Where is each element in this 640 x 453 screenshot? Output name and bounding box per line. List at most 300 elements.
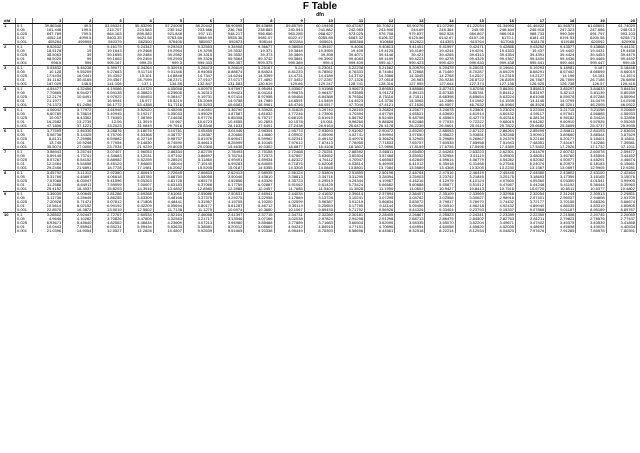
critical-value-cell: 99.4465 xyxy=(576,57,606,61)
critical-value-cell: 13.3205 xyxy=(455,166,485,171)
critical-value-cell: 2.22350 xyxy=(516,213,546,218)
critical-value-cell: 15.5219 xyxy=(153,99,183,103)
critical-value-cell: 4.60058 xyxy=(425,225,455,229)
critical-value-cell: 126.57 xyxy=(576,82,606,87)
critical-value-cell: 5.11860 xyxy=(183,158,213,162)
critical-value-cell: 3.99994 xyxy=(365,133,395,137)
critical-value-cell: 39.4453 xyxy=(576,53,606,57)
critical-value-cell: 9.97922 xyxy=(93,95,123,99)
critical-value-cell: 973.025 xyxy=(334,32,364,36)
critical-value-cell: 17.4434 xyxy=(33,74,63,78)
dfd-cell xyxy=(3,229,16,233)
critical-value-cell: 14.1146 xyxy=(516,99,546,103)
critical-value-cell: 5.71471 xyxy=(63,200,93,204)
critical-value-cell: 28.2371 xyxy=(153,78,183,82)
critical-value-cell: 2.21508 xyxy=(546,213,576,218)
critical-value-cell: 16.3872 xyxy=(63,208,93,213)
critical-value-cell: 5.66682 xyxy=(365,183,395,187)
critical-value-cell: 592873 xyxy=(214,40,244,45)
critical-value-cell: 2.97824 xyxy=(304,217,334,221)
critical-value-cell: 2.51855 xyxy=(334,171,364,176)
critical-value-cell: 12.9905 xyxy=(576,166,606,171)
critical-value-cell: 28.1633 xyxy=(214,124,244,129)
critical-value-cell: 9.36447 xyxy=(153,95,183,99)
critical-value-cell: 6170.1 xyxy=(485,36,515,40)
critical-value-cell: 4.45698 xyxy=(546,225,576,229)
critical-value-cell: 14.6244 xyxy=(214,74,244,78)
critical-value-cell: 4.65531 xyxy=(395,112,425,116)
critical-value-cell: 21.6891 xyxy=(63,166,93,171)
critical-value-cell: 244.69 xyxy=(395,28,425,32)
critical-value-cell: 3.72573 xyxy=(244,154,274,158)
critical-value-cell: 5.05033 xyxy=(153,112,183,116)
critical-value-cell: 2.25523 xyxy=(425,213,455,218)
critical-value-cell: 99.4325 xyxy=(455,57,485,61)
critical-value-cell: 5.24 xyxy=(274,66,304,71)
critical-value-cell: 3.63652 xyxy=(304,154,334,158)
critical-value-cell: 9.27663 xyxy=(93,70,123,74)
dfd-cell: 3 xyxy=(3,66,16,71)
critical-value-cell: 10.2893 xyxy=(244,120,274,124)
critical-value-cell: 8.74464 xyxy=(365,70,395,74)
alpha-cell: 0.025 xyxy=(16,95,33,99)
critical-value-cell: 14.0848 xyxy=(304,166,334,171)
critical-value-cell: 20.0306 xyxy=(183,145,213,150)
critical-value-cell: 27.3452 xyxy=(274,78,304,82)
critical-value-cell: 999.357 xyxy=(214,61,244,66)
critical-value-cell: 8.65654 xyxy=(455,95,485,99)
critical-value-cell: 4.54477 xyxy=(33,87,63,92)
critical-value-cell: 2.85499 xyxy=(516,129,546,134)
critical-value-cell: 9.19731 xyxy=(183,95,213,99)
critical-value-cell: 19.0302 xyxy=(244,145,274,150)
critical-value-cell: 6200.58 xyxy=(576,36,606,40)
critical-value-cell: 6.61915 xyxy=(304,116,334,120)
critical-value-cell: 3.28394 xyxy=(365,175,395,179)
alpha-cell: 0.1 xyxy=(16,150,33,155)
critical-value-cell: 19.4333 xyxy=(485,49,515,53)
critical-value-cell: 18.4108 xyxy=(304,145,334,150)
critical-value-cell: 2.28405 xyxy=(365,213,395,218)
critical-value-cell: 47.1806 xyxy=(33,124,63,129)
critical-value-cell: 4.05360 xyxy=(516,179,546,183)
critical-value-cell: 14.5399 xyxy=(244,74,274,78)
critical-value-cell: 13.0597 xyxy=(546,166,576,171)
critical-value-cell: 47.4121 xyxy=(365,103,395,108)
critical-value-cell: 14.5459 xyxy=(304,99,334,103)
critical-value-cell: 3.84434 xyxy=(606,87,636,92)
alpha-cell: 0.025 xyxy=(16,53,33,57)
critical-value-cell: 8.44581 xyxy=(365,229,395,233)
critical-value-cell: 39.4354 xyxy=(485,53,515,57)
alpha-cell: 0.025 xyxy=(16,137,33,141)
critical-value-cell: 3.93567 xyxy=(274,87,304,92)
critical-value-cell: 2.78493 xyxy=(214,150,244,155)
critical-value-cell: 2.92380 xyxy=(93,171,123,176)
critical-value-cell: 999.444 xyxy=(546,61,576,66)
critical-value-cell: 4.9646 xyxy=(33,217,63,221)
critical-value-cell: 15.5205 xyxy=(183,166,213,171)
critical-value-cell: 57.24008 xyxy=(153,24,183,29)
critical-value-cell: 39.86346 xyxy=(33,24,63,29)
critical-value-cell: 5.187 xyxy=(576,66,606,71)
critical-value-cell: 3.52954 xyxy=(425,154,455,158)
critical-value-cell: 5.26867 xyxy=(455,137,485,141)
critical-value-cell: 39.2982 xyxy=(153,53,183,57)
critical-value-cell: 21.1977 xyxy=(33,99,63,103)
critical-value-cell: 6208.73 xyxy=(606,36,636,40)
critical-value-cell: 39.3315 xyxy=(183,53,213,57)
critical-value-cell: 3.28502 xyxy=(33,213,63,218)
alpha-cell: 0.01 xyxy=(16,162,33,166)
critical-value-cell: 9.07868 xyxy=(516,208,546,213)
critical-value-cell: 2.26867 xyxy=(395,213,425,218)
critical-value-cell: 963.285 xyxy=(274,32,304,36)
critical-value-cell: 11.1279 xyxy=(183,208,213,213)
critical-value-cell: 3.52204 xyxy=(455,221,485,225)
critical-value-cell: 5.46132 xyxy=(304,137,334,141)
critical-value-cell: 3.67667 xyxy=(274,154,304,158)
critical-value-cell: 9.14830 xyxy=(123,141,153,145)
dfn-column-header: 5 xyxy=(153,18,183,24)
critical-value-cell: 8.67452 xyxy=(546,70,576,74)
critical-value-cell: 6.53814 xyxy=(334,162,364,166)
critical-value-cell: 17.1981 xyxy=(123,166,153,171)
critical-value-cell: 7.55958 xyxy=(455,141,485,145)
critical-value-cell: 6.05947 xyxy=(63,179,93,183)
critical-value-cell: 7.84665 xyxy=(123,162,153,166)
critical-value-cell: 4.81832 xyxy=(244,112,274,116)
critical-value-cell: 4.59117 xyxy=(516,112,546,116)
critical-value-cell: 2.52164 xyxy=(153,213,183,218)
critical-value-cell: 6.42209 xyxy=(123,204,153,208)
critical-value-cell: 8.58696 xyxy=(334,229,364,233)
critical-value-cell: 8.94065 xyxy=(183,70,213,74)
critical-value-cell: 14.3065 xyxy=(395,99,425,103)
critical-value-cell: 3.20175 xyxy=(485,175,515,179)
critical-value-cell: 3.90673 xyxy=(334,87,364,92)
critical-value-cell: 50.5253 xyxy=(183,103,213,108)
critical-value-cell: 5.55877 xyxy=(425,183,455,187)
critical-value-cell: 19.4636 xyxy=(214,145,244,150)
critical-value-cell: 5.05263 xyxy=(123,179,153,183)
critical-value-cell: 14.4731 xyxy=(274,74,304,78)
critical-value-cell: 3.00645 xyxy=(63,192,93,197)
critical-value-cell: 39.398 xyxy=(304,53,334,57)
critical-value-cell: 2.46941 xyxy=(244,192,274,197)
critical-value-cell: 16.0441 xyxy=(63,74,93,78)
critical-value-cell: 21.0396 xyxy=(33,229,63,233)
critical-value-cell: 3.31628 xyxy=(274,108,304,113)
critical-value-cell: 3.49500 xyxy=(485,154,515,158)
critical-value-cell: 3.18693 xyxy=(516,175,546,179)
critical-value-cell: 9.89433 xyxy=(304,208,334,213)
critical-value-cell: 4.56779 xyxy=(455,158,485,162)
critical-value-cell: 8.02152 xyxy=(63,204,93,208)
critical-value-cell: 6.31468 xyxy=(455,162,485,166)
critical-value-cell: 999.167 xyxy=(93,61,123,66)
critical-value-cell: 2.69268 xyxy=(123,192,153,197)
alpha-cell: 0.025 xyxy=(16,158,33,162)
critical-value-cell: 4.62849 xyxy=(395,158,425,162)
critical-value-cell: 5.81425 xyxy=(304,183,334,187)
critical-value-cell: 13.9019 xyxy=(93,208,123,213)
critical-value-cell: 10.6723 xyxy=(183,120,213,124)
critical-value-cell: 6.37068 xyxy=(183,183,213,187)
critical-value-cell: 2.46058 xyxy=(183,213,213,218)
critical-value-cell: 9.71792 xyxy=(334,208,364,213)
critical-value-cell: 14.3742 xyxy=(334,74,364,78)
critical-value-cell: 6125.86 xyxy=(395,36,425,40)
critical-value-cell: 4.12031 xyxy=(123,154,153,158)
critical-value-cell: 2.31244 xyxy=(546,192,576,197)
dfn-caption: dfn xyxy=(316,12,324,18)
critical-value-cell: 3.21158 xyxy=(576,108,606,113)
critical-value-cell: 2.29851 xyxy=(606,192,636,197)
critical-value-cell: 3.33928 xyxy=(244,108,274,113)
critical-value-cell: 4.75706 xyxy=(93,133,123,137)
critical-value-cell: 405284 xyxy=(33,40,63,45)
critical-value-cell: 5.05456 xyxy=(395,204,425,208)
critical-value-cell: 16.2582 xyxy=(33,120,63,124)
critical-value-cell: 9.24342 xyxy=(123,45,153,50)
critical-value-cell: 2.94808 xyxy=(576,196,606,200)
critical-value-cell: 2.61479 xyxy=(516,150,546,155)
critical-value-cell: 3.41858 xyxy=(606,221,636,225)
alpha-cell: 0.025 xyxy=(16,32,33,36)
alpha-cell: 0.01 xyxy=(16,225,33,229)
critical-value-cell: 4.70394 xyxy=(334,112,364,116)
critical-value-cell: 6.60789 xyxy=(33,112,63,116)
critical-value-cell: 2.43802 xyxy=(546,171,576,176)
critical-value-cell: 8.63224 xyxy=(485,95,515,99)
critical-value-cell: 2.55086 xyxy=(183,192,213,197)
critical-value-cell: 245.95 xyxy=(455,28,485,32)
critical-value-cell: 4.94242 xyxy=(274,225,304,229)
critical-value-cell: 11.0602 xyxy=(395,187,425,192)
critical-value-cell: 3.48166 xyxy=(153,196,183,200)
critical-value-cell: 17.9896 xyxy=(365,145,395,150)
critical-value-cell: 17.4389 xyxy=(485,145,515,150)
alpha-cell: 0.1 xyxy=(16,87,33,92)
critical-value-cell: 17.3402 xyxy=(516,145,546,150)
critical-value-cell: 7.78950 xyxy=(334,141,364,145)
critical-value-cell: 2.88093 xyxy=(425,129,455,134)
critical-value-cell: 53.4358 xyxy=(123,103,153,108)
critical-value-cell: 4.07600 xyxy=(485,179,515,183)
critical-value-cell: 141.108 xyxy=(93,82,123,87)
critical-value-cell: 26.0601 xyxy=(425,124,455,129)
critical-value-cell: 4.86035 xyxy=(546,204,576,208)
critical-value-cell: 4.10282 xyxy=(63,217,93,221)
critical-value-cell: 3.49671 xyxy=(485,221,515,225)
critical-value-cell: 5.38581 xyxy=(183,225,213,229)
critical-value-cell: 9.11718 xyxy=(123,70,153,74)
critical-value-cell: 2.24341 xyxy=(455,213,485,218)
critical-value-cell: 6.18183 xyxy=(576,162,606,166)
critical-value-cell: 4.02741 xyxy=(334,133,364,137)
critical-value-cell: 12.0457 xyxy=(244,187,274,192)
critical-value-cell: 7.76359 xyxy=(93,116,123,120)
critical-value-cell: 5.25653 xyxy=(304,204,334,208)
critical-value-cell: 27.6717 xyxy=(214,78,244,82)
critical-value-cell: 8.66019 xyxy=(606,70,636,74)
critical-value-cell: 6.54152 xyxy=(63,158,93,162)
critical-value-cell: 5.91062 xyxy=(274,183,304,187)
critical-value-cell: 612622 xyxy=(395,40,425,45)
critical-value-cell: 14.3916 xyxy=(123,187,153,192)
critical-value-cell: 2.63223 xyxy=(455,150,485,155)
alpha-cell: 0.025 xyxy=(16,74,33,78)
critical-value-cell: 4.53368 xyxy=(123,133,153,137)
critical-value-cell: 26.2239 xyxy=(395,124,425,129)
critical-value-cell: 9.16179 xyxy=(93,45,123,50)
critical-value-cell: 3.29740 xyxy=(304,108,334,113)
critical-value-cell: 8.32518 xyxy=(395,229,425,233)
critical-value-cell: 3.45375 xyxy=(546,221,576,225)
critical-value-cell: 19.2964 xyxy=(153,49,183,53)
critical-value-cell: 10.4802 xyxy=(606,187,636,192)
critical-value-cell: 4.23609 xyxy=(153,221,183,225)
critical-value-cell: 14.0198 xyxy=(606,99,636,103)
critical-value-cell: 4.40534 xyxy=(606,225,636,229)
critical-value-cell: 5.00510 xyxy=(425,204,455,208)
critical-value-cell: 6.59138 xyxy=(93,91,123,95)
critical-value-cell: 5.20031 xyxy=(455,66,485,71)
critical-value-cell: 99.2494 xyxy=(123,57,153,61)
critical-value-cell: 2.47516 xyxy=(425,171,455,176)
critical-value-cell: 3.17359 xyxy=(546,175,576,179)
critical-value-cell: 7.20928 xyxy=(33,200,63,204)
critical-value-cell: 4.61914 xyxy=(455,112,485,116)
critical-value-cell: 3.20665 xyxy=(606,108,636,113)
alpha-cell: 0.05 xyxy=(16,28,33,32)
critical-value-cell: 5.83197 xyxy=(516,91,546,95)
critical-value-cell: 6.22718 xyxy=(123,137,153,141)
critical-value-cell: 4.63600 xyxy=(425,112,455,116)
critical-value-cell: 128.741 xyxy=(334,82,364,87)
critical-value-cell: 11.3528 xyxy=(334,187,364,192)
alpha-cell: 0.001 xyxy=(16,208,33,213)
critical-value-cell: 2.23289 xyxy=(485,213,515,218)
critical-value-cell: 22.8570 xyxy=(33,208,63,213)
critical-value-cell: 999.409 xyxy=(334,61,364,66)
critical-value-cell: 5.07812 xyxy=(93,200,123,204)
critical-value-cell: 9.41451 xyxy=(395,45,425,50)
dfn-column-header: 8 xyxy=(244,18,274,24)
critical-value-cell: 7.19140 xyxy=(183,162,213,166)
critical-value-cell: 617045 xyxy=(485,40,515,45)
critical-value-cell: 3.74432 xyxy=(485,200,515,204)
alpha-cell: 0.025 xyxy=(16,221,33,225)
critical-value-cell: 10.3680 xyxy=(244,208,274,213)
alpha-cell: 0.001 xyxy=(16,229,33,233)
critical-value-cell: 10.5614 xyxy=(33,204,63,208)
critical-value-cell: 9.20338 xyxy=(244,229,274,233)
critical-value-cell: 2.35109 xyxy=(425,192,455,197)
critical-value-cell: 34.1162 xyxy=(33,78,63,82)
critical-value-cell: 3.76970 xyxy=(455,200,485,204)
critical-value-cell: 2.64264 xyxy=(425,150,455,155)
critical-value-cell: 5.69547 xyxy=(214,137,244,141)
critical-value-cell: 3.84833 xyxy=(576,87,606,92)
critical-value-cell: 14.2768 xyxy=(425,74,455,78)
table-row xyxy=(3,229,637,233)
critical-value-cell: 9.15337 xyxy=(485,208,515,213)
critical-value-cell: 4999.5 xyxy=(63,36,93,40)
dfd-cell: 2 xyxy=(3,45,16,50)
critical-value-cell: 5858.99 xyxy=(183,36,213,40)
critical-value-cell: 984.867 xyxy=(455,32,485,36)
critical-value-cell: 598144 xyxy=(244,40,274,45)
critical-value-cell: 14.6355 xyxy=(244,166,274,171)
critical-value-cell: 10.9248 xyxy=(63,141,93,145)
critical-value-cell: 11.5404 xyxy=(304,187,334,192)
alpha-cell: 0.01 xyxy=(16,204,33,208)
critical-value-cell: 4.19705 xyxy=(214,200,244,204)
critical-value-cell: 4.71808 xyxy=(123,200,153,204)
critical-value-cell: 14.2127 xyxy=(516,74,546,78)
critical-value-cell: 49.6583 xyxy=(214,103,244,108)
critical-value-cell: 7.39581 xyxy=(606,141,636,145)
critical-value-cell: 8.8131 xyxy=(33,137,63,141)
critical-value-cell: 6.63183 xyxy=(153,183,183,187)
dfn-column-header: 11 xyxy=(334,18,364,24)
alpha-cell: 0.001 xyxy=(16,103,33,108)
critical-value-cell: 3.85813 xyxy=(516,87,546,92)
critical-value-cell: 126.418 xyxy=(606,82,636,87)
critical-value-cell: 6.27546 xyxy=(485,162,515,166)
critical-value-cell: 14.6591 xyxy=(274,99,304,103)
critical-value-cell: 2.81211 xyxy=(516,217,546,221)
critical-value-cell: 8.64911 xyxy=(63,183,93,187)
critical-value-cell: 3.21715 xyxy=(546,108,576,113)
critical-value-cell: 5.35113 xyxy=(274,204,304,208)
critical-value-cell: 2.88713 xyxy=(395,217,425,221)
critical-value-cell: 99.2993 xyxy=(153,57,183,61)
critical-value-cell: 9.57926 xyxy=(576,120,606,124)
critical-value-cell: 19.4244 xyxy=(425,49,455,53)
critical-value-cell: 19.4431 xyxy=(576,49,606,53)
critical-value-cell: 11.7685 xyxy=(274,187,304,192)
critical-value-cell: 27.0518 xyxy=(365,78,395,82)
critical-value-cell: 2.98916 xyxy=(485,196,515,200)
critical-value-cell: 61.56573 xyxy=(546,24,576,29)
critical-value-cell: 4.52035 xyxy=(485,225,515,229)
critical-value-cell: 4.38737 xyxy=(153,133,183,137)
critical-value-cell: 9.96260 xyxy=(334,120,364,124)
critical-value-cell: 14.4189 xyxy=(304,74,334,78)
critical-value-cell: 605621 xyxy=(304,40,334,45)
critical-value-cell: 11.1950 xyxy=(365,187,395,192)
critical-value-cell: 3.89660 xyxy=(546,133,576,137)
dfn-column-header: 1 xyxy=(33,18,63,24)
critical-value-cell: 4.99491 xyxy=(214,158,244,162)
critical-value-cell: 7.48351 xyxy=(516,141,546,145)
critical-value-cell: 10.128 xyxy=(33,70,63,74)
alpha-cell: 0.001 xyxy=(16,40,33,45)
critical-value-cell: 4.46674 xyxy=(606,158,636,162)
critical-value-cell: 3.13546 xyxy=(214,217,244,221)
critical-value-cell: 3.93851 xyxy=(455,133,485,137)
critical-value-cell: 15.0187 xyxy=(214,166,244,171)
critical-value-cell: 6.75717 xyxy=(244,116,274,120)
critical-value-cell: 12.06 xyxy=(93,120,123,124)
critical-value-cell: 19.3295 xyxy=(183,49,213,53)
critical-value-cell: 3.86834 xyxy=(365,200,395,204)
critical-value-cell: 10.6974 xyxy=(214,208,244,213)
critical-value-cell: 2.44034 xyxy=(274,192,304,197)
